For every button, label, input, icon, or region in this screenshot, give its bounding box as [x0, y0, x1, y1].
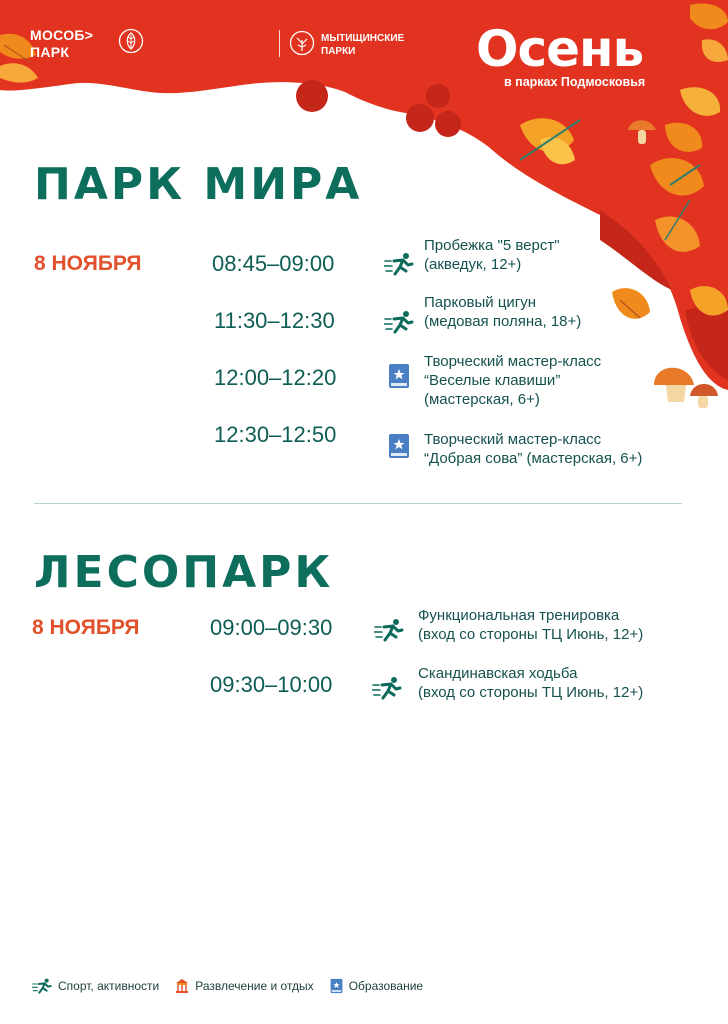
- event-time: 11:30–12:30: [214, 308, 335, 333]
- autumn-brand: [476, 20, 696, 89]
- event-time: 08:45–09:00: [212, 251, 335, 276]
- legend-item-education: [330, 978, 423, 994]
- sport-runner-icon: [384, 310, 414, 334]
- legend: [32, 976, 439, 996]
- brand-subtitle: в парках Подмосковья: [504, 75, 646, 89]
- event-line: Пробежка "5 верст": [424, 237, 560, 254]
- event-line: (вход со стороны ТЦ Июнь, 12+): [418, 684, 644, 701]
- event-description: [424, 352, 601, 409]
- event-line: Функциональная тренировка: [418, 607, 620, 624]
- event-time: 09:00–09:30: [210, 615, 333, 640]
- sport-runner-icon: [32, 978, 52, 994]
- sport-runner-icon: [384, 252, 414, 276]
- leaf-emblem-icon: [118, 28, 144, 54]
- event-description: [424, 236, 560, 274]
- logo2-text-line2: ПАРКИ: [321, 46, 356, 57]
- mytishchi-parks-logo[interactable]: [321, 32, 404, 58]
- event-line: Творческий мастер-класс: [424, 431, 602, 448]
- event-line: “Веселые клавиши”: [424, 372, 561, 389]
- section-divider: [34, 503, 682, 504]
- carousel-icon: [175, 978, 189, 994]
- event-line: (мастерская, 6+): [424, 391, 540, 408]
- legend-item-sport: [32, 978, 159, 994]
- sport-runner-icon: [372, 676, 402, 700]
- event-line: “Добрая сова” (мастерская, 6+): [424, 450, 643, 467]
- logo-text-line2: ПАРК: [30, 44, 70, 60]
- mosoblpark-logo[interactable]: [30, 27, 93, 61]
- event-description: [424, 430, 642, 468]
- section-date: 8 НОЯБРЯ: [34, 252, 142, 275]
- tree-emblem-icon: [289, 30, 315, 56]
- education-book-icon: [388, 363, 410, 389]
- section-title: ПАРК МИРА: [34, 159, 363, 210]
- event-line: Скандинавская ходьба: [418, 665, 578, 682]
- event-line: (вход со стороны ТЦ Июнь, 12+): [418, 626, 644, 643]
- event-time: 12:30–12:50: [214, 422, 337, 447]
- event-description: [418, 606, 643, 644]
- event-line: Творческий мастер-класс: [424, 353, 602, 370]
- legend-label: Развлечение и отдых: [195, 979, 314, 993]
- sport-runner-icon: [374, 618, 404, 642]
- event-description: [418, 664, 643, 702]
- education-book-icon: [388, 433, 410, 459]
- logo-separator: [279, 30, 280, 57]
- brand-title: Осень: [476, 20, 644, 78]
- event-line: Парковый цигун: [424, 294, 537, 311]
- education-book-icon: [330, 978, 343, 994]
- logo-text-line1: МОСОБ>: [30, 27, 94, 43]
- legend-label: Спорт, активности: [58, 979, 160, 993]
- legend-label: Образование: [348, 979, 424, 993]
- legend-item-entertainment: [175, 978, 313, 994]
- event-line: (медовая поляна, 18+): [424, 313, 582, 330]
- section-title: ЛЕСОПАРК: [34, 547, 334, 598]
- event-description: [424, 293, 581, 331]
- section-date: 8 НОЯБРЯ: [32, 616, 140, 639]
- logo2-text-line1: МЫТИЩИНСКИЕ: [321, 33, 405, 44]
- event-time: 09:30–10:00: [210, 672, 333, 697]
- event-time: 12:00–12:20: [214, 365, 337, 390]
- event-line: (акведук, 12+): [424, 256, 522, 273]
